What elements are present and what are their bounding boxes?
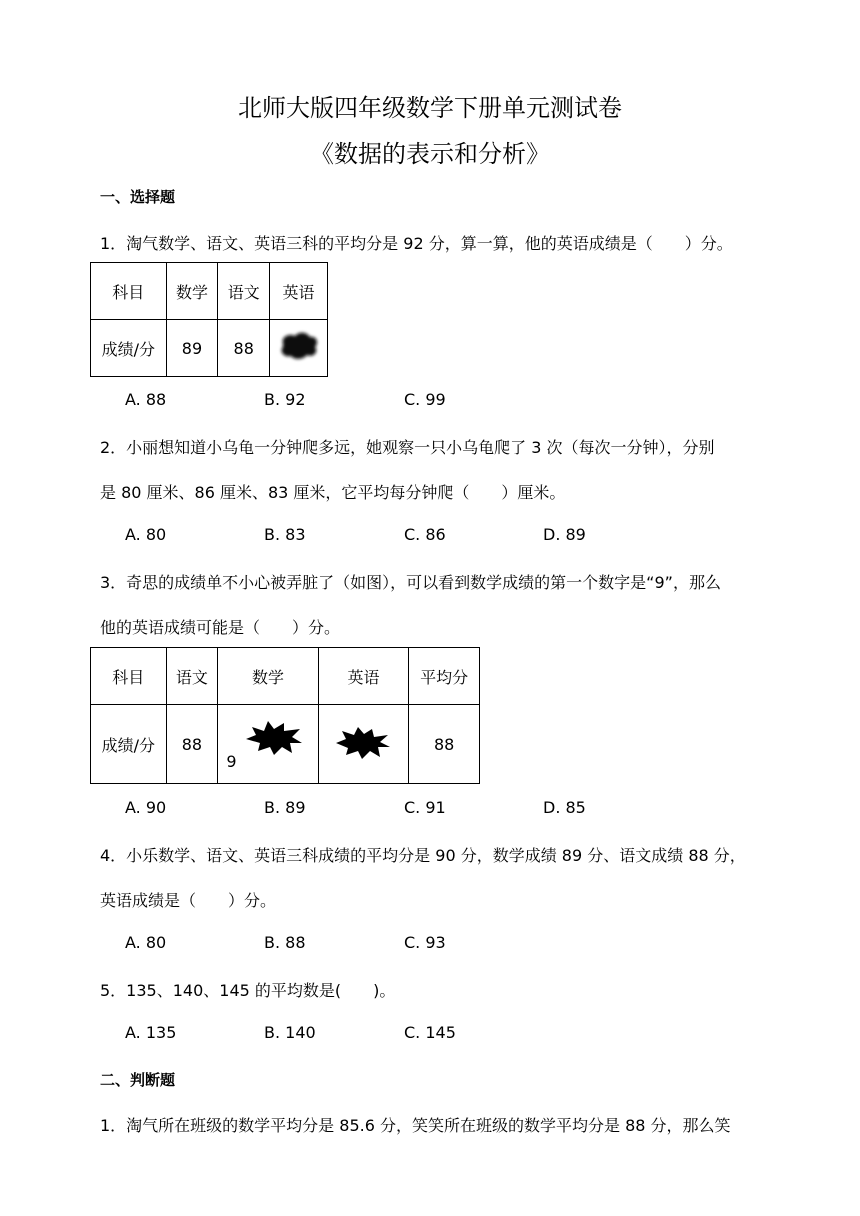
ink-smudge-cell (270, 320, 328, 377)
option-b: B. 89 (264, 798, 306, 817)
math-score-cell (218, 705, 318, 784)
ink-splat-icon (334, 725, 392, 759)
table-cell: 88 (218, 320, 270, 377)
question-3-table (90, 647, 480, 784)
table-cell: 88 (409, 705, 480, 784)
judgement-question-1-text: 1．淘气所在班级的数学平均分是 85.6 分，笑笑所在班级的数学平均分是 88 分，那么笑 (100, 1116, 731, 1135)
doc-title: 北师大版四年级数学下册单元测试卷 (238, 94, 622, 122)
visible-digit: 9 (226, 752, 237, 771)
option-c: C. 145 (404, 1023, 456, 1042)
option-b: B. 83 (264, 525, 306, 544)
question-3-line1: 3．奇思的成绩单不小心被弄脏了（如图），可以看到数学成绩的第一个数字是“9”，那么 (100, 573, 721, 592)
option-a: A. 80 (125, 525, 167, 544)
option-b: B. 140 (264, 1023, 316, 1042)
question-2-line2: 是 80 厘米、86 厘米、83 厘米，它平均每分钟爬（ ）厘米。 (100, 483, 566, 502)
question-4-line1: 4．小乐数学、语文、英语三科成绩的平均分是 90 分，数学成绩 89 分、语文成绩 88 分， (100, 846, 746, 865)
ink-smudge-icon (277, 329, 321, 363)
question-4-line2: 英语成绩是（ ）分。 (100, 891, 277, 910)
section-heading-judgement: 二、判断题 (100, 1071, 176, 1089)
table-header-cell: 科目 (91, 263, 167, 320)
table-cell: 成绩/分 (91, 705, 167, 784)
table-header-cell: 数学 (218, 648, 318, 705)
option-c: C. 99 (404, 390, 446, 409)
doc-subtitle: 《数据的表示和分析》 (310, 140, 550, 168)
option-a: A. 135 (125, 1023, 177, 1042)
option-b: B. 92 (264, 390, 306, 409)
question-3-line2: 他的英语成绩可能是（ ）分。 (100, 618, 341, 637)
ink-splat-icon (244, 719, 304, 755)
table-header-cell: 英语 (270, 263, 328, 320)
table-cell: 88 (166, 705, 218, 784)
option-a: A. 90 (125, 798, 167, 817)
question-1-table (90, 262, 328, 377)
table-cell: 成绩/分 (91, 320, 167, 377)
option-b: B. 88 (264, 933, 306, 952)
table-header-cell: 科目 (91, 648, 167, 705)
question-5-text: 5．135、140、145 的平均数是( )。 (100, 981, 396, 1000)
english-score-cell (318, 705, 409, 784)
option-a: A. 80 (125, 933, 167, 952)
table-header-cell: 语文 (218, 263, 270, 320)
option-d: D. 85 (543, 798, 586, 817)
table-header-cell: 语文 (166, 648, 218, 705)
question-2-line1: 2．小丽想知道小乌龟一分钟爬多远，她观察一只小乌龟爬了 3 次（每次一分钟），分别 (100, 438, 715, 457)
option-a: A. 88 (125, 390, 167, 409)
table-header-cell: 平均分 (409, 648, 480, 705)
table-cell: 89 (166, 320, 218, 377)
option-d: D. 89 (543, 525, 586, 544)
table-header-cell: 英语 (318, 648, 409, 705)
option-c: C. 93 (404, 933, 446, 952)
section-heading-choice: 一、选择题 (100, 188, 176, 206)
question-1-text: 1．淘气数学、语文、英语三科的平均分是 92 分，算一算，他的英语成绩是（ ）分。 (100, 234, 733, 253)
table-header-cell: 数学 (166, 263, 218, 320)
option-c: C. 91 (404, 798, 446, 817)
option-c: C. 86 (404, 525, 446, 544)
